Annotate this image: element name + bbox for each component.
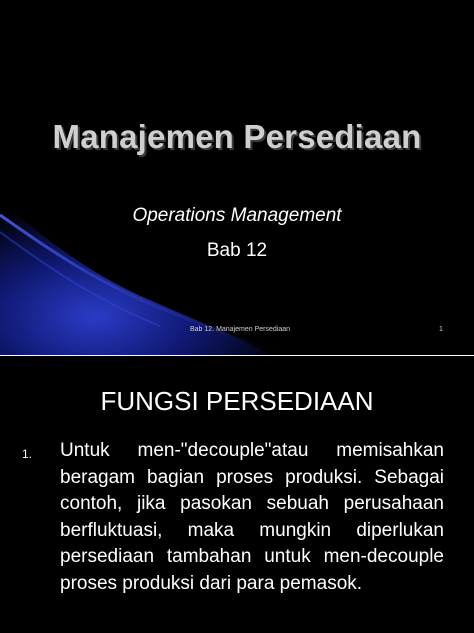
slide-chapter: Bab 12 — [206, 240, 268, 261]
slide-content — [0, 356, 474, 633]
slide-page-number: 1 — [439, 326, 443, 333]
list-item-number: 1. — [22, 447, 33, 461]
slide-footer: Bab 12. Manajemen Persediaan — [190, 326, 291, 333]
list-item-text: Untuk men-"decouple"atau memisahkan beragam bagian proses produksi. Sebagai contoh, jika pasokan sebuah perusahaan berfluktuasi, maka mungkin diperlukan persediaan tambahan untuk men-decouple proses produksi dari para pemasok. — [60, 440, 444, 594]
slide-subtitle: Operations Management — [132, 205, 342, 226]
slide-title-heading: Manajemen Persediaan — [52, 118, 422, 155]
slide-content-heading: FUNGSI PERSEDIAAN — [100, 386, 374, 416]
